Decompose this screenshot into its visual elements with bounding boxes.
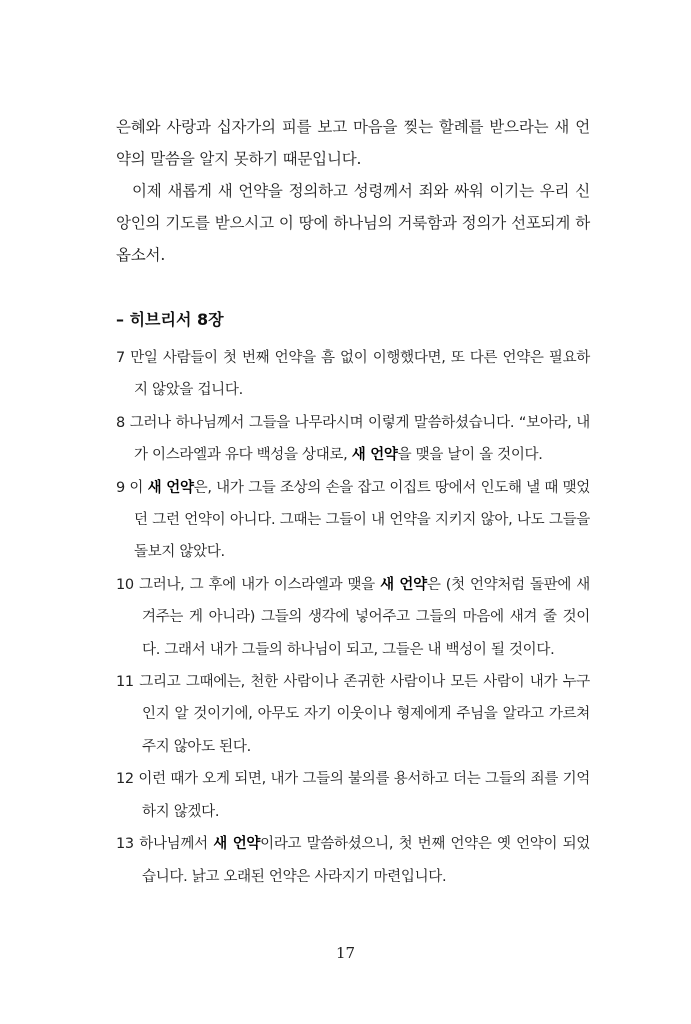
verse-text: 이 [129,479,144,496]
verse-text: 을 맺을 날이 올 것이다. [397,447,543,464]
prose-block [116,111,590,271]
bold-term: 새 언약 [213,836,261,853]
bold-term: 새 언약 [351,447,398,464]
verse-text: 은 (첫 언약처럼 돌판에 새겨주는 게 아니라) 그들의 생각에 넣어주고 그들의 마음에 새겨 줄 것이다. 그래서 내가 그들의 하나님이 되고, 그들은 내 백성이 될 것이다. [142,576,590,658]
verse-10 [116,569,590,666]
verse-text: 만일 사람들이 첫 번째 언약을 흠 없이 이행했다면, 또 다른 언약은 필요하지 않았을 겁니다. [130,350,590,399]
verse-number: 10 [116,576,134,593]
prose-paragraph: 이제 새롭게 새 언약을 정의하고 성령께서 죄와 싸워 이기는 우리 신앙인의 기도를 받으시고 이 땅에 하나님의 거룩함과 정의가 선포되게 하옵소서. [116,182,590,264]
verse-number: 12 [116,771,134,788]
verse-text: 이런 때가 오게 되면, 내가 그들의 불의를 용서하고 더는 그들의 죄를 기억하지 않겠다. [138,771,590,820]
verse-8 [116,407,590,472]
prose-paragraph: 은혜와 사랑과 십자가의 피를 보고 마음을 찢는 할례를 받으라는 새 언약의 말씀을 알지 못하기 때문입니다. [116,118,590,168]
verse-11 [116,666,590,763]
verse-text: 이라고 말씀하셨으니, 첫 번째 언약은 옛 언약이 되었습니다. 낡고 오래된 언약은 사라지기 마련입니다. [142,836,590,885]
verse-text: 하나님께서 [139,836,208,853]
verse-13 [116,828,590,893]
bold-term: 새 언약 [147,479,194,496]
verse-9 [116,472,590,569]
verse-text: 은, 내가 그들 조상의 손을 잡고 이집트 땅에서 인도해 낼 때 맺었던 그런 언약이 아니다. 그때는 그들이 내 언약을 지키지 않아, 나도 그들을 돌보지 않았다. [134,479,590,561]
verse-text: 그러나, 그 후에 내가 이스라엘과 맺을 [139,576,375,593]
verse-text: 그리고 그때에는, 천한 사람이나 존귀한 사람이나 모든 사람이 내가 누구인지 알 것이기에, 아무도 자기 이웃이나 형제에게 주님을 알라고 가르쳐 주지 않아도 된다. [139,674,591,755]
verse-12 [116,763,590,828]
verse-text: 그러나 하나님께서 그들을 나무라시며 이렇게 말씀하셨습니다. “보아라, 내가 이스라엘과 유다 백성을 상대로, [129,414,591,464]
verse-number: 11 [116,674,134,691]
section-heading: – 히브리서 8장 [116,310,224,329]
verse-7 [116,342,590,407]
page-number: 17 [335,944,356,962]
verse-number: 8 [116,414,125,431]
verse-number: 13 [116,836,134,853]
verse-number: 7 [116,350,125,366]
bold-term: 새 언약 [380,576,427,593]
verse-list [116,342,590,893]
verse-number: 9 [116,479,125,496]
